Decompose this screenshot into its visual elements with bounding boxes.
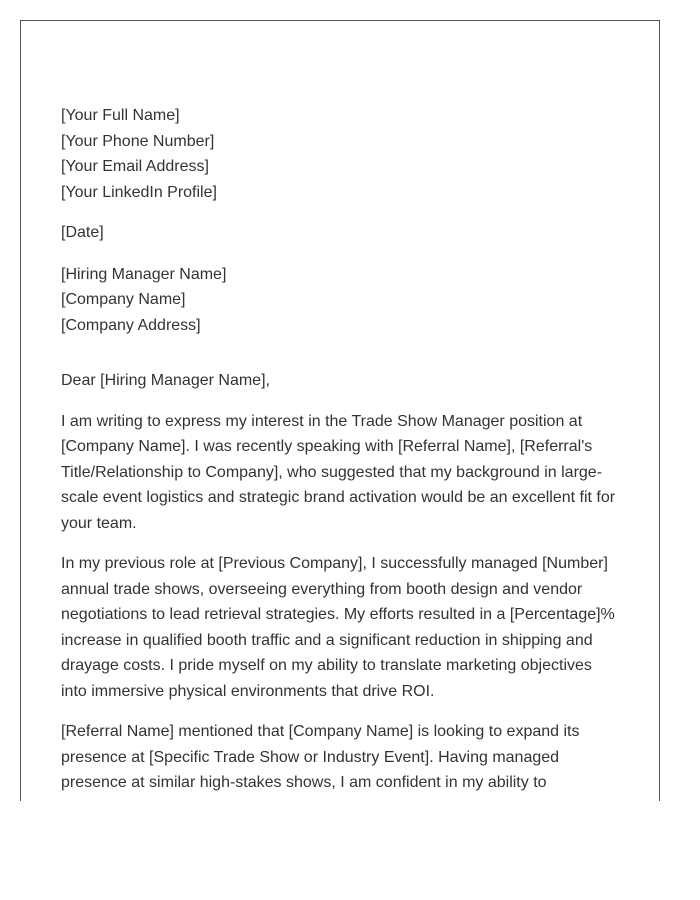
date-block	[61, 220, 621, 246]
sender-block	[61, 103, 621, 205]
recipient-company: [Company Name]	[61, 291, 186, 308]
recipient-block	[61, 262, 621, 339]
sender-email: [Your Email Address]	[61, 158, 209, 175]
sender-linkedin: [Your LinkedIn Profile]	[61, 183, 217, 201]
letter-date: [Date]	[61, 224, 104, 241]
recipient-name: [Hiring Manager Name]	[61, 265, 227, 283]
letter-content	[61, 103, 621, 796]
sender-name: [Your Full Name]	[61, 107, 180, 124]
recipient-address: [Company Address]	[61, 316, 201, 334]
body-paragraph-1: I am writing to express my interest in the Trade Show Manager position at [Company Name]. I was recently speaking with [Referral Name], [Referral's Title/Relationship to Company], who suggested that my background in large-scale event logistics and strategic brand activation would be an excellent fit for your team.	[61, 412, 616, 532]
salutation: Dear [Hiring Manager Name],	[61, 372, 270, 389]
body-paragraph-2: In my previous role at [Previous Company], I successfully managed [Number] annual trade shows, overseeing everything from booth design and vendor negotiations to lead retrieval strategies. My efforts resulted in a [Percentage]% increase in qualified booth traffic and a significant reduction in shipping and drayage costs. I pride myself on my ability to translate marketing objectives into immersive physical environments that drive ROI.	[61, 555, 615, 700]
sender-phone: [Your Phone Number]	[61, 132, 215, 150]
letter-page	[20, 20, 660, 801]
body-paragraph-3: [Referral Name] mentioned that [Company Name] is looking to expand its presence at [Specific Trade Show or Industry Event]. Having managed presence at similar high-stakes shows, I am confident in my ability to	[61, 723, 580, 791]
